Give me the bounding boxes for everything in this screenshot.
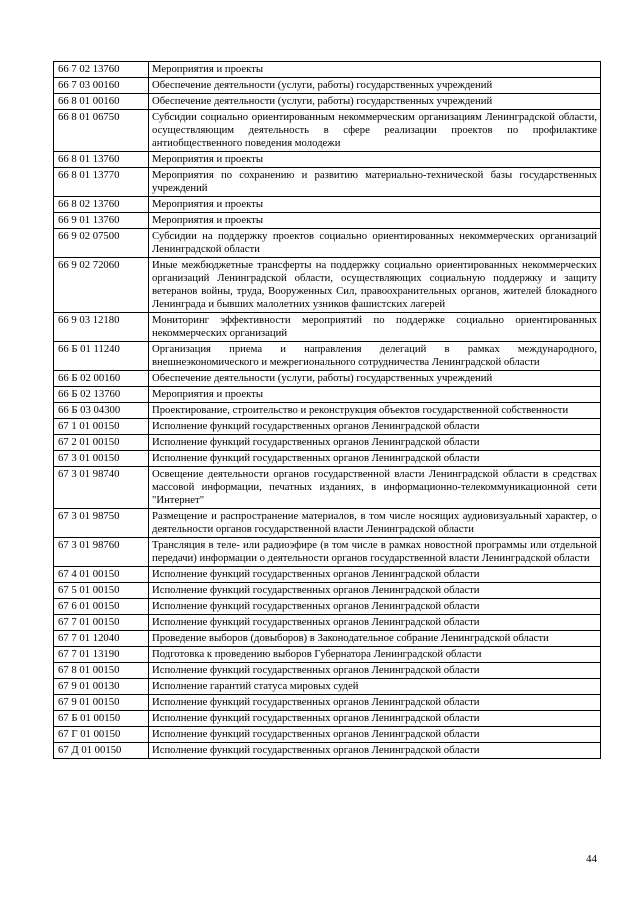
row-description: Исполнение гарантий статуса мировых судей — [149, 679, 601, 695]
table-row — [54, 451, 601, 467]
row-description: Иные межбюджетные трансферты на поддержку социально ориентированных некоммерческих организаций Ленинградской области, осуществляющих социальную поддержку и защиту ветеранов войны, труда, Вооруженных Сил, правоохранительных органов, жителей блокадного Ленинграда и бывших малолетних узников фашистских лагерей — [149, 258, 601, 313]
row-code: 66 9 02 72060 — [54, 258, 149, 313]
row-description: Исполнение функций государственных органов Ленинградской области — [149, 599, 601, 615]
row-code: 67 7 01 00150 — [54, 615, 149, 631]
row-description: Подготовка к проведению выборов Губернатора Ленинградской области — [149, 647, 601, 663]
row-code: 66 7 02 13760 — [54, 62, 149, 78]
row-description: Мероприятия по сохранению и развитию материально-технической базы государственных учреждений — [149, 168, 601, 197]
table-row — [54, 258, 601, 313]
table-row — [54, 631, 601, 647]
table-row — [54, 538, 601, 567]
row-code: 67 Д 01 00150 — [54, 743, 149, 759]
table-row — [54, 435, 601, 451]
table-row — [54, 342, 601, 371]
page-number: 44 — [586, 853, 597, 865]
row-description: Мероприятия и проекты — [149, 62, 601, 78]
row-code: 66 9 01 13760 — [54, 213, 149, 229]
row-code: 66 9 03 12180 — [54, 313, 149, 342]
table-row — [54, 663, 601, 679]
row-code: 67 3 01 98740 — [54, 467, 149, 509]
table-row — [54, 152, 601, 168]
row-description: Исполнение функций государственных органов Ленинградской области — [149, 663, 601, 679]
row-description: Исполнение функций государственных органов Ленинградской области — [149, 615, 601, 631]
table-row — [54, 727, 601, 743]
table-row — [54, 743, 601, 759]
table-row — [54, 583, 601, 599]
row-description: Исполнение функций государственных органов Ленинградской области — [149, 435, 601, 451]
row-description: Организация приема и направления делегаций в рамках международного, внешнеэкономического и межрегионального сотрудничества Ленинградской области — [149, 342, 601, 371]
row-description: Мероприятия и проекты — [149, 213, 601, 229]
row-code: 66 8 01 00160 — [54, 94, 149, 110]
row-code: 67 5 01 00150 — [54, 583, 149, 599]
row-description: Исполнение функций государственных органов Ленинградской области — [149, 727, 601, 743]
row-code: 66 8 01 06750 — [54, 110, 149, 152]
row-description: Исполнение функций государственных органов Ленинградской области — [149, 743, 601, 759]
row-code: 67 Г 01 00150 — [54, 727, 149, 743]
row-code: 67 2 01 00150 — [54, 435, 149, 451]
row-code: 67 8 01 00150 — [54, 663, 149, 679]
row-code: 66 Б 02 13760 — [54, 387, 149, 403]
table-row — [54, 599, 601, 615]
row-description: Обеспечение деятельности (услуги, работы) государственных учреждений — [149, 371, 601, 387]
table-row — [54, 62, 601, 78]
table-row — [54, 419, 601, 435]
row-code: 67 6 01 00150 — [54, 599, 149, 615]
row-description: Исполнение функций государственных органов Ленинградской области — [149, 567, 601, 583]
row-code: 67 1 01 00150 — [54, 419, 149, 435]
table-row — [54, 168, 601, 197]
row-description: Трансляция в теле- или радиоэфире (в том числе в рамках новостной программы или отдельной передачи) информации о деятельности органов государственной власти Ленинградской области — [149, 538, 601, 567]
table-row — [54, 229, 601, 258]
row-code: 67 Б 01 00150 — [54, 711, 149, 727]
row-description: Исполнение функций государственных органов Ленинградской области — [149, 695, 601, 711]
row-description: Обеспечение деятельности (услуги, работы) государственных учреждений — [149, 94, 601, 110]
table-row — [54, 197, 601, 213]
row-code: 66 7 03 00160 — [54, 78, 149, 94]
table-row — [54, 711, 601, 727]
row-description: Исполнение функций государственных органов Ленинградской области — [149, 711, 601, 727]
row-code: 67 9 01 00150 — [54, 695, 149, 711]
table-row — [54, 387, 601, 403]
row-code: 67 9 01 00130 — [54, 679, 149, 695]
row-description: Размещение и распространение материалов, в том числе носящих аудиовизуальный характер, о деятельности органов государственной власти Ленинградской области — [149, 509, 601, 538]
row-code: 66 8 01 13760 — [54, 152, 149, 168]
row-description: Субсидии на поддержку проектов социально ориентированных некоммерческих организаций Ленинградской области — [149, 229, 601, 258]
row-code: 67 3 01 98760 — [54, 538, 149, 567]
row-code: 67 3 01 00150 — [54, 451, 149, 467]
row-description: Исполнение функций государственных органов Ленинградской области — [149, 419, 601, 435]
table-row — [54, 695, 601, 711]
row-description: Мероприятия и проекты — [149, 197, 601, 213]
table-row — [54, 567, 601, 583]
table-row — [54, 94, 601, 110]
row-code: 66 Б 01 11240 — [54, 342, 149, 371]
budget-codes-table — [53, 61, 601, 759]
row-description: Исполнение функций государственных органов Ленинградской области — [149, 583, 601, 599]
row-description: Мероприятия и проекты — [149, 387, 601, 403]
row-code: 67 7 01 13190 — [54, 647, 149, 663]
row-code: 67 4 01 00150 — [54, 567, 149, 583]
table-row — [54, 313, 601, 342]
table-row — [54, 509, 601, 538]
table-row — [54, 371, 601, 387]
row-description: Проектирование, строительство и реконструкция объектов государственной собственности — [149, 403, 601, 419]
row-description: Субсидии социально ориентированным некоммерческим организациям Ленинградской области, осуществляющим деятельность в сфере реализации проектов по профилактике антиобщественного поведения молодежи — [149, 110, 601, 152]
row-description: Исполнение функций государственных органов Ленинградской области — [149, 451, 601, 467]
row-description: Проведение выборов (довыборов) в Законодательное собрание Ленинградской области — [149, 631, 601, 647]
table-row — [54, 213, 601, 229]
row-code: 67 3 01 98750 — [54, 509, 149, 538]
row-code: 66 Б 03 04300 — [54, 403, 149, 419]
row-description: Мониторинг эффективности мероприятий по поддержке социально ориентированных некоммерческих организаций — [149, 313, 601, 342]
table-row — [54, 467, 601, 509]
row-code: 66 8 01 13770 — [54, 168, 149, 197]
table-row — [54, 78, 601, 94]
table-row — [54, 647, 601, 663]
table-row — [54, 615, 601, 631]
table-row — [54, 110, 601, 152]
row-code: 66 Б 02 00160 — [54, 371, 149, 387]
row-code: 66 8 02 13760 — [54, 197, 149, 213]
table-row — [54, 403, 601, 419]
row-description: Мероприятия и проекты — [149, 152, 601, 168]
row-code: 67 7 01 12040 — [54, 631, 149, 647]
row-description: Обеспечение деятельности (услуги, работы) государственных учреждений — [149, 78, 601, 94]
row-description: Освещение деятельности органов государственной власти Ленинградской области в средствах массовой информации, печатных изданиях, в информационно-телекоммуникационной сети "Интернет" — [149, 467, 601, 509]
row-code: 66 9 02 07500 — [54, 229, 149, 258]
table-body — [54, 62, 601, 759]
table-row — [54, 679, 601, 695]
